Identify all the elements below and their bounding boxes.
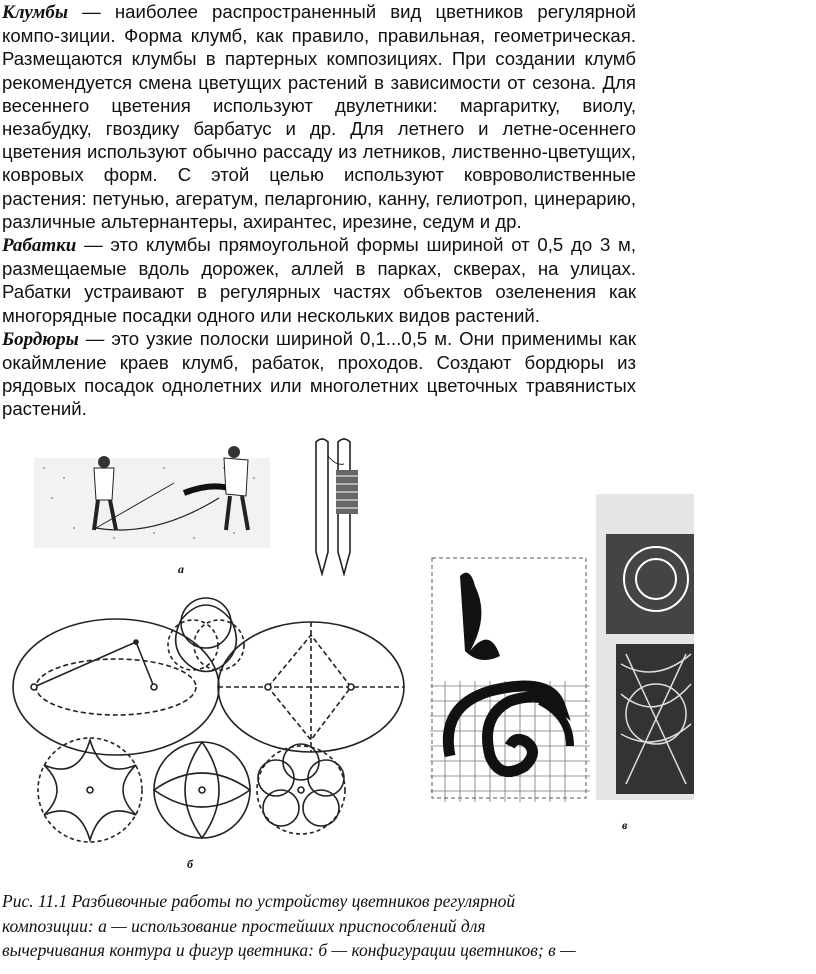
paragraph-rabatki [2, 233, 636, 327]
body-text [2, 0, 636, 421]
paragraph-bordyury [2, 327, 636, 421]
paragraph-bordyury-text: — это узкие полоски шириной 0,1...0,5 м. Они применимы как окаймление краев клумб, рабаток, проходов. Создают бордюры из рядовых посадок однолетних или многолетних цветочных травянистых растений. [2, 327, 636, 420]
paragraph-klumby-text: — наиболее распространенный вид цветников регулярной компо-зиции. Форма клумб, как правило, правильная, геометрическая. Размещаются клумбы в партерных композициях. При создании клумб рекомендуется смена цветущих растений в зависимости от сезона. Для весеннего цветения используют двулетники: маргаритку, виолу, незабудку, гвоздику барбатус и др. Для летнего и летне-осеннего цветения используют обычно рассаду из летников, лиственно-цветущих, ковровых форм. С этой целью используют ковроволиственные растения: петунью, агератум, пеларгонию, канну, гелиотроп, цинерарию, различные альтернантеры, ахирантес, ирезине, седум и др. [2, 1, 636, 232]
paragraph-klumby [2, 0, 636, 233]
label-a: а [178, 562, 184, 576]
figure-b-shapes [6, 590, 426, 870]
label-b: б [187, 857, 193, 871]
figure-v-ornament [430, 556, 590, 802]
term-bordyury: Бордюры [2, 328, 79, 350]
figure-a-gardeners [34, 438, 270, 550]
caption-line-2: композиции: а — использование простейших приспособлений для [2, 915, 486, 936]
term-klumby: Клумбы [2, 2, 69, 23]
figure-v-garden [596, 494, 694, 800]
term-rabatki: Рабатки [2, 235, 77, 257]
caption-line-1: Рис. 11.1 Разбивочные работы по устройству цветников регулярной [2, 891, 516, 911]
figure-a-pegs [298, 436, 370, 576]
label-v: в [622, 818, 628, 832]
paragraph-rabatki-text: — это клумбы прямоугольной формы шириной от 0,5 до 3 м, размещаемые вдоль дорожек, аллей в парках, скверах, на улицах. Рабатки устраивают в регулярных частях объектов озеленения как многорядные посадки одного или нескольких видов растений. [2, 234, 636, 326]
figure-caption [2, 889, 642, 963]
caption-line-3: вычерчивания контура и фигур цветника: б — конфигурации цветников; в — [2, 940, 576, 960]
